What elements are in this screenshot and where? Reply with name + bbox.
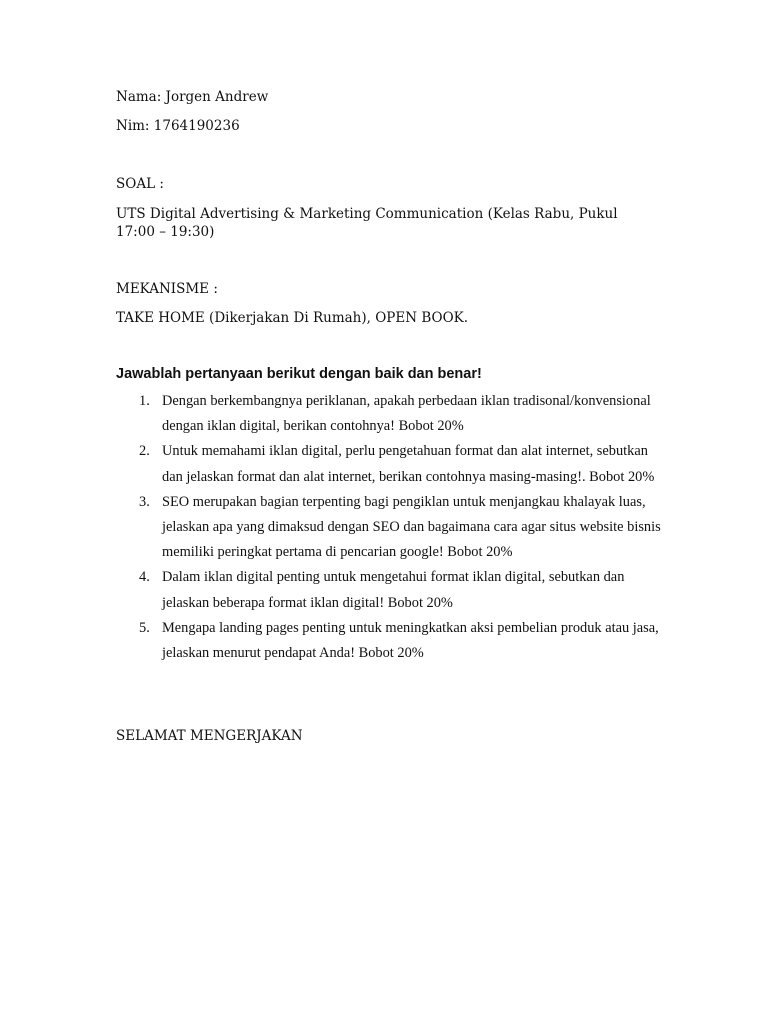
list-item-number: 1. <box>139 393 150 409</box>
student-name: Nama: Jorgen Andrew <box>116 89 269 105</box>
list-item-number: 2. <box>139 443 150 460</box>
closing-text: SELAMAT MENGERJAKAN <box>116 728 303 744</box>
question-list <box>0 389 700 666</box>
mekanisme-label: MEKANISME : <box>116 281 218 297</box>
list-item-number: 5. <box>139 619 150 636</box>
list-item-text: SEO merupakan bagian terpenting bagi pengiklan untuk menjangkau khalayak luas, jelaskan apa yang dimaksud dengan SEO dan bagaimana cara agar situs website bisnis memiliki peringkat pertama di pencarian google! Bobot 20% <box>162 493 661 561</box>
list-item-number: 4. <box>139 569 150 586</box>
list-item <box>0 439 662 489</box>
list-item <box>0 389 662 439</box>
list-item <box>0 616 662 666</box>
list-item-text: Untuk memahami iklan digital, perlu pengetahuan format dan alat internet, sebutkan dan jelaskan format dan alat internet, berikan contohnya masing-masing!. Bobot 20% <box>162 443 655 485</box>
list-item-text: Mengapa landing pages penting untuk meningkatkan aksi pembelian produk atau jasa, jelaskan menurut pendapat Anda! Bobot 20% <box>162 619 659 662</box>
soal-label: SOAL : <box>116 176 164 192</box>
list-item-text: Dalam iklan digital penting untuk mengetahui format iklan digital, sebutkan dan jelaskan beberapa format iklan digital! Bobot 20% <box>162 569 625 611</box>
student-nim: Nim: 1764190236 <box>116 118 240 134</box>
list-item <box>0 565 662 615</box>
mekanisme-text: TAKE HOME (Dikerjakan Di Rumah), OPEN BOOK. <box>116 310 469 326</box>
list-item <box>0 490 662 566</box>
soal-text: UTS Digital Advertising & Marketing Communication (Kelas Rabu, Pukul 17:00 – 19:30) <box>116 206 618 240</box>
list-item-number: 3. <box>139 493 150 510</box>
instruction-heading: Jawablah pertanyaan berikut dengan baik dan benar! <box>116 366 482 382</box>
list-item-text: Dengan berkembangnya periklanan, apakah perbedaan iklan tradisonal/konvensional dengan iklan digital, berikan contohnya! Bobot 20% <box>162 393 651 435</box>
